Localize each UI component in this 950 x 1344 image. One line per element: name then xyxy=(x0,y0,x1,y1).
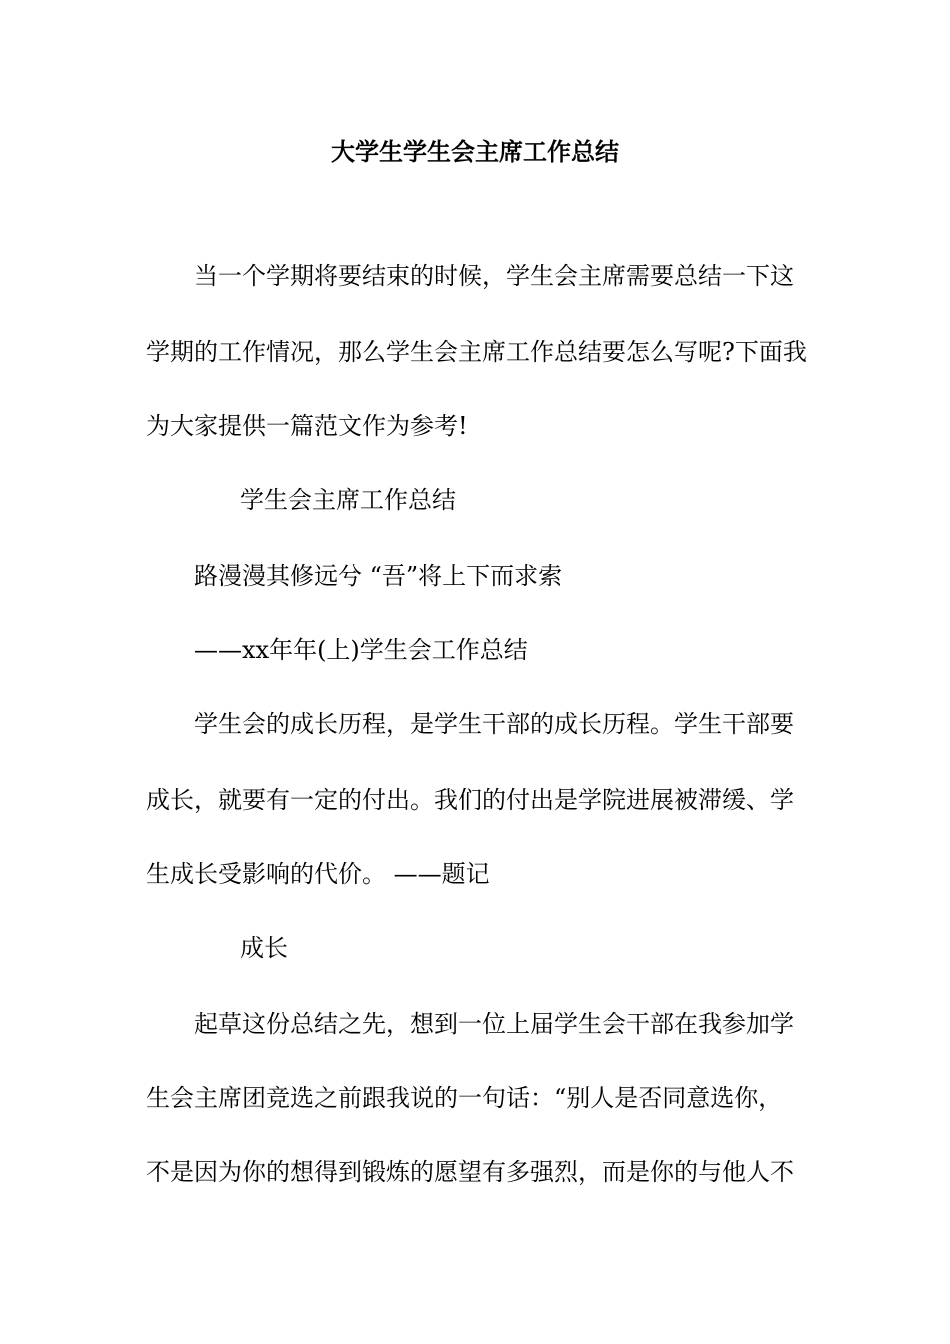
paragraph-line: 路漫漫其修远兮 “吾”将上下而求索 xyxy=(194,562,563,590)
paragraph-line: 不是因为你的想得到锻炼的愿望有多强烈，而是你的与他人不 xyxy=(146,1158,794,1186)
paragraph-line: 生会主席团竞选之前跟我说的一句话：“别人是否同意选你， xyxy=(146,1084,783,1112)
paragraph-line: ——xx年年(上)学生会工作总结 xyxy=(194,636,528,664)
paragraph-line: 成长，就要有一定的付出。我们的付出是学院进展被滞缓、学 xyxy=(146,786,794,814)
paragraph-line: 生成长受影响的代价。 ——题记 xyxy=(146,860,490,888)
paragraph-line: 为大家提供一篇范文作为参考! xyxy=(146,412,468,440)
section-heading: 成长 xyxy=(240,934,288,962)
paragraph-line: 当一个学期将要结束的时候，学生会主席需要总结一下这 xyxy=(194,262,794,290)
paragraph-line: 学生会的成长历程，是学生干部的成长历程。学生干部要 xyxy=(194,710,794,738)
section-heading: 学生会主席工作总结 xyxy=(240,486,456,514)
paragraph-line: 学期的工作情况，那么学生会主席工作总结要怎么写呢?下面我 xyxy=(146,338,807,366)
document-title: 大学生学生会主席工作总结 xyxy=(331,137,619,166)
paragraph-line: 起草这份总结之先，想到一位上届学生会干部在我参加学 xyxy=(194,1010,794,1038)
